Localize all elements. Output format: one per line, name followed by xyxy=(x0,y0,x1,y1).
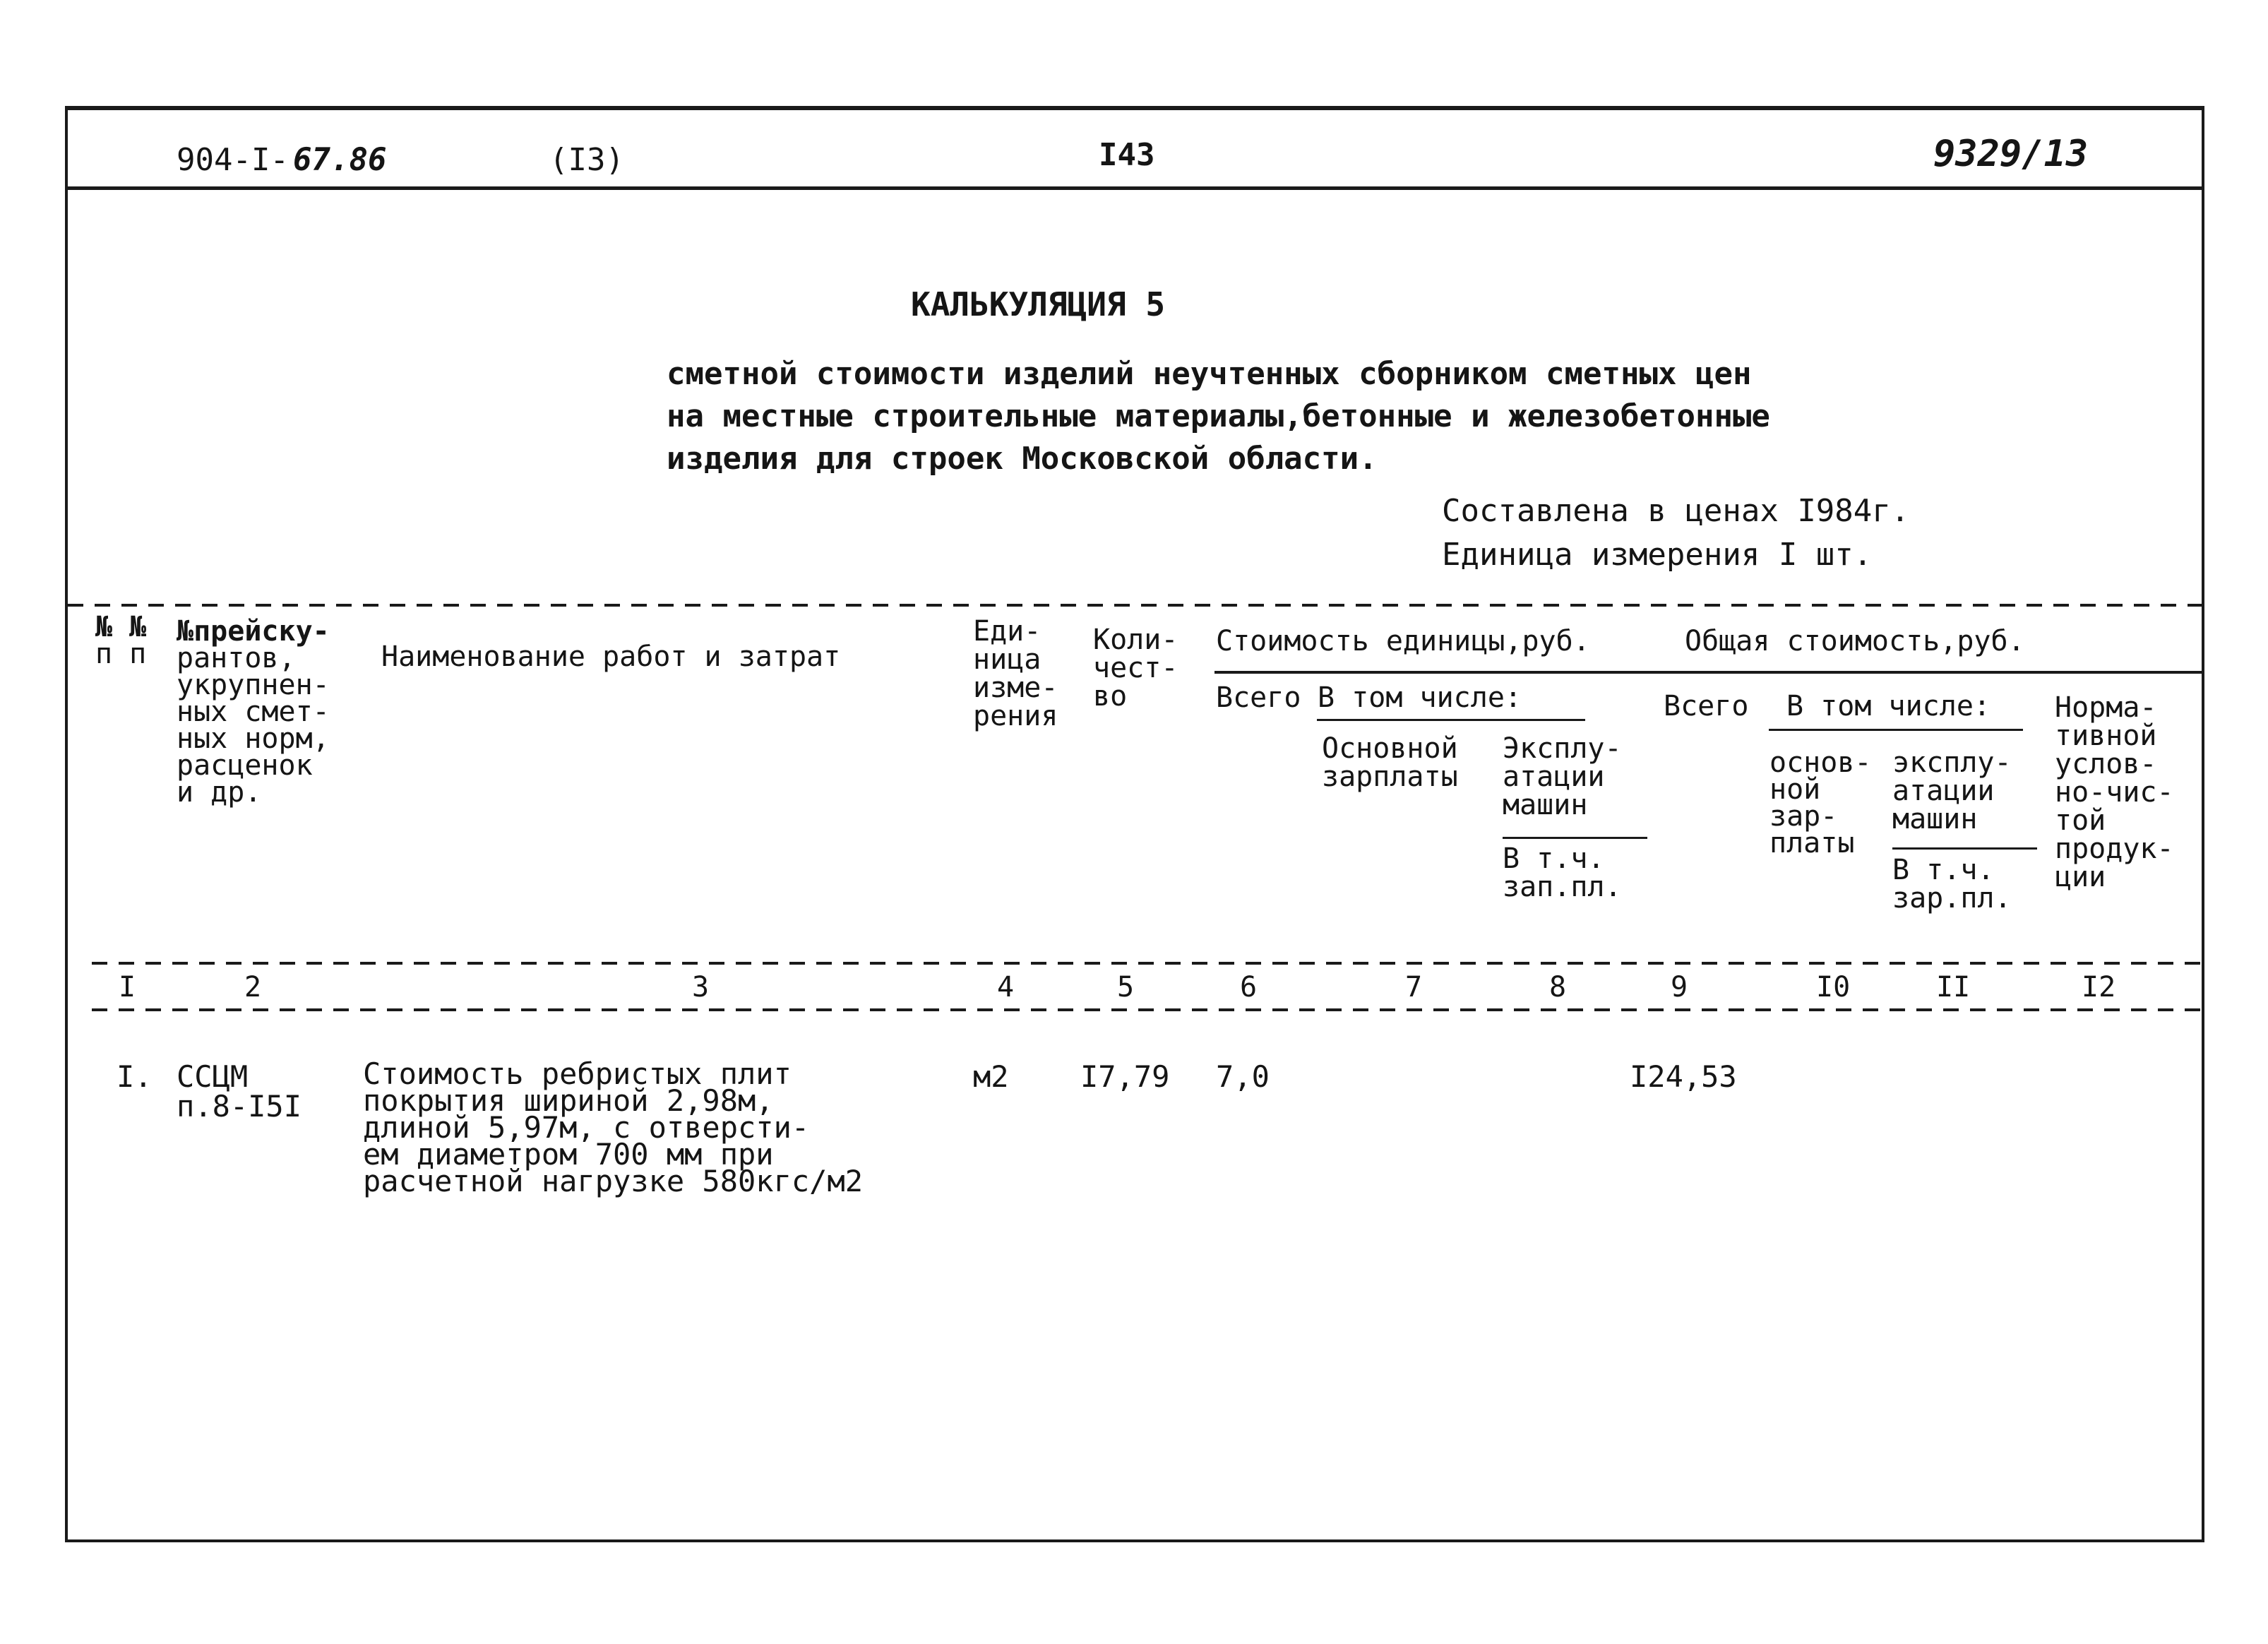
row-number: I. xyxy=(117,1059,153,1094)
col8-header-line1: Эксплу- xyxy=(1503,732,1622,765)
col8-sub-line1: В т.ч. xyxy=(1503,842,1605,875)
prices-note: Составлена в ценах I984г. xyxy=(1442,493,1910,529)
col2-header-line4: ных смет- xyxy=(177,696,330,728)
col7-header-line2: зарплаты xyxy=(1322,761,1458,793)
unit-incl-label: В том числе: xyxy=(1318,681,1522,714)
col4-header-line3: изме- xyxy=(973,672,1058,704)
col10-header-line4: платы xyxy=(1769,827,1855,859)
colnum-bottom-rule xyxy=(92,1008,2202,1011)
colnum-8: 8 xyxy=(1549,971,1567,1003)
col11-sub-line1: В т.ч. xyxy=(1892,854,1995,886)
row-name-line4: ем диаметром 700 мм при xyxy=(363,1137,774,1172)
colnum-9: 9 xyxy=(1671,971,1688,1003)
col2-header-line2: рантов, xyxy=(177,642,296,674)
section-number: (I3) xyxy=(549,142,624,178)
total-total-label: Всего xyxy=(1664,690,1749,722)
col11-header-line3: машин xyxy=(1892,803,1978,835)
col8-underline xyxy=(1503,837,1647,839)
col12-header-line5: той xyxy=(2055,804,2106,837)
sheet-reference: 9329/13 xyxy=(1933,133,2089,175)
colnum-12: I2 xyxy=(2082,971,2116,1003)
col3-header: Наименование работ и затрат xyxy=(381,641,841,673)
col12-header-line6: продук- xyxy=(2055,833,2174,865)
col4-header-line2: ница xyxy=(973,643,1042,676)
col5-header-line1: Коли- xyxy=(1093,624,1178,656)
row-name-line5: расчетной нагрузке 580кгс/м2 xyxy=(363,1164,864,1198)
row-ref-line2: п.8-I5I xyxy=(177,1089,302,1124)
project-code: 904-I- xyxy=(177,142,289,178)
unit-cost-header: Стоимость единицы,руб. xyxy=(1216,625,1590,657)
cost-header-rule xyxy=(1214,671,2203,674)
unit-total-label: Всего xyxy=(1216,681,1301,714)
col4-header-line4: рения xyxy=(973,700,1058,732)
colnum-10: I0 xyxy=(1816,971,1851,1003)
col7-header-line1: Основной xyxy=(1322,732,1458,765)
col1-header-line2: п п xyxy=(95,638,147,670)
colnum-2: 2 xyxy=(244,971,262,1003)
document-title: КАЛЬКУЛЯЦИЯ 5 xyxy=(911,285,1166,323)
col10-header-line1: основ- xyxy=(1769,746,1872,779)
colnum-6: 6 xyxy=(1240,971,1258,1003)
row-unit: м2 xyxy=(973,1059,1009,1094)
col2-header-line1: №прейску- xyxy=(177,615,330,648)
row-name-line2: покрытия шириной 2,98м, xyxy=(363,1083,774,1118)
col4-header-line1: Еди- xyxy=(973,615,1042,648)
table-top-rule xyxy=(68,604,2202,607)
colnum-3: 3 xyxy=(692,971,710,1003)
row-name-line1: Стоимость ребристых плит xyxy=(363,1056,792,1091)
page-number: I43 xyxy=(1099,137,1155,173)
col10-header-line3: зар- xyxy=(1769,800,1838,833)
col2-header-line3: укрупнен- xyxy=(177,669,330,701)
frame-top-rule xyxy=(65,106,2204,110)
row-unit-total: 7,0 xyxy=(1216,1059,1270,1094)
col10-header-line2: ной xyxy=(1769,773,1821,806)
col11-sub-line2: зар.пл. xyxy=(1892,882,2012,915)
unit-incl-underline xyxy=(1317,719,1585,721)
project-code-handwritten: 67.86 xyxy=(293,142,387,178)
col2-header-line5: ных норм, xyxy=(177,722,330,755)
row-name-line3: длиной 5,97м, с отверсти- xyxy=(363,1110,810,1145)
row-total: I24,53 xyxy=(1630,1059,1737,1094)
col2-header-line7: и др. xyxy=(177,776,262,809)
total-incl-label: В том числе: xyxy=(1786,690,1991,722)
col2-header-line6: расценок xyxy=(177,749,313,782)
col12-header-line3: услов- xyxy=(2055,748,2157,780)
col1-header-line1: № № xyxy=(95,611,147,643)
colnum-1: I xyxy=(119,971,136,1003)
col8-header-line2: атации xyxy=(1503,761,1605,793)
colnum-top-rule xyxy=(92,962,2202,965)
col12-header-line4: но-чис- xyxy=(2055,776,2174,809)
col11-underline xyxy=(1892,847,2037,850)
col5-header-line3: во xyxy=(1093,680,1128,713)
subtitle-line-3: изделия для строек Московской области. xyxy=(667,441,1378,477)
col11-header-line1: эксплу- xyxy=(1892,746,2012,779)
colnum-11: II xyxy=(1936,971,1971,1003)
subtitle-line-2: на местные строительные материалы,бетонные и железобетонные xyxy=(667,398,1770,434)
col8-sub-line2: зап.пл. xyxy=(1503,871,1622,903)
total-incl-underline xyxy=(1769,729,2023,731)
colnum-5: 5 xyxy=(1117,971,1135,1003)
colnum-4: 4 xyxy=(997,971,1015,1003)
unit-note: Единица измерения I шт. xyxy=(1442,537,1873,573)
col11-header-line2: атации xyxy=(1892,775,1995,807)
col12-header-line7: ции xyxy=(2055,861,2106,893)
col12-header-line1: Норма- xyxy=(2055,691,2157,724)
total-cost-header: Общая стоимость,руб. xyxy=(1685,625,2025,657)
subtitle-line-1: сметной стоимости изделий неучтенных сборником сметных цен xyxy=(667,356,1752,392)
colnum-7: 7 xyxy=(1405,971,1423,1003)
row-ref-line1: ССЦМ xyxy=(177,1059,249,1094)
header-separator xyxy=(65,186,2204,190)
row-quantity: I7,79 xyxy=(1080,1059,1170,1094)
col8-header-line3: машин xyxy=(1503,789,1588,821)
col12-header-line2: тивной xyxy=(2055,720,2157,752)
col5-header-line2: чест- xyxy=(1093,652,1178,684)
